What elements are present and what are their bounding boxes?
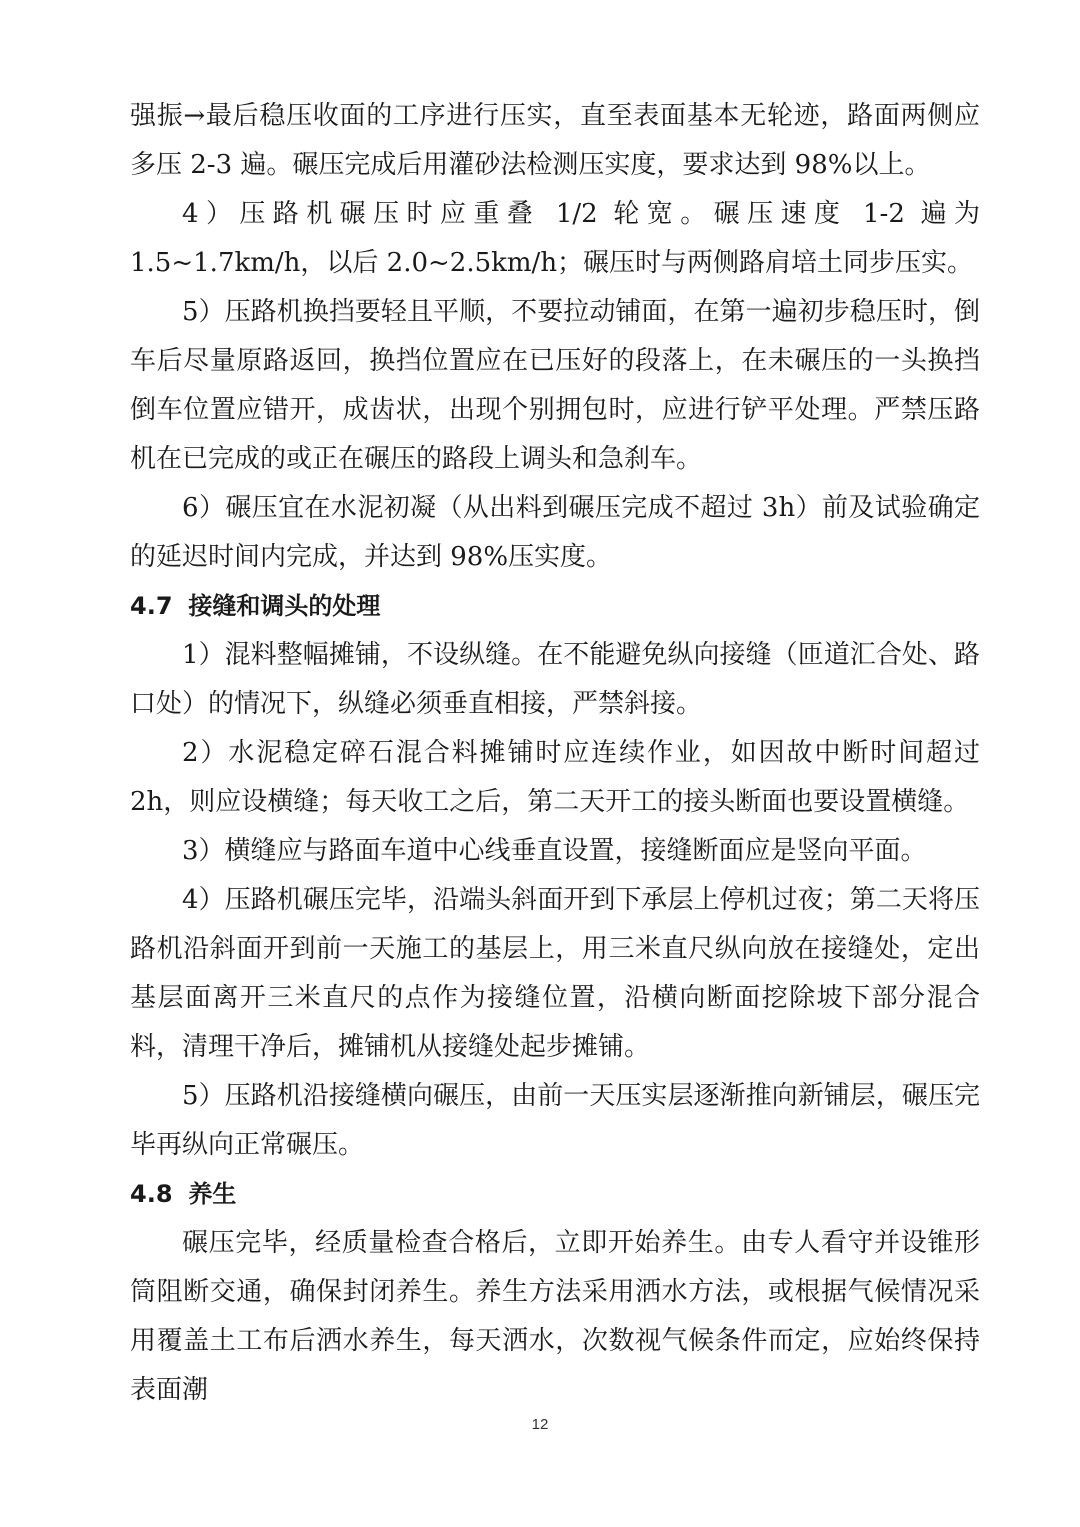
section-heading-4-8 <box>130 1170 980 1219</box>
paragraph-item: 碾压完毕，经质量检查合格后，立即开始养生。由专人看守并设锥形筒阻断交通，确保封闭养生。养生方法采用洒水方法，或根据气候情况采用覆盖土工布后洒水养生，每天洒水，次数视气候条件而定，应始终保持表面潮 <box>130 1228 980 1405</box>
paragraph-item: 5）压路机沿接缝横向碾压，由前一天压实层逐渐推向新铺层，碾压完毕再纵向正常碾压。 <box>130 1081 980 1160</box>
paragraph-item: 2）水泥稳定碎石混合料摊铺时应连续作业，如因故中断时间超过 2h，则应设横缝；每天收工之后，第二天开工的接头断面也要设置横缝。 <box>130 738 980 817</box>
paragraph-item: 3）横缝应与路面车道中心线垂直设置，接缝断面应是竖向平面。 <box>182 836 927 866</box>
paragraph-item-4: 4）压路机碾压时应重叠 1/2 轮宽。碾压速度 1-2 遍为 1.5~1.7km/h，以后 2.0~2.5km/h；碾压时与两侧路肩培土同步压实。 <box>130 199 980 278</box>
paragraph-item: 4）压路机碾压完毕，沿端头斜面开到下承层上停机过夜；第二天将压路机沿斜面开到前一天施工的基层上，用三米直尺纵向放在接缝处，定出基层面离开三米直尺的点作为接缝位置，沿横向断面挖除坡下部分混合料，清理干净后，摊铺机从接缝处起步摊铺。 <box>130 885 980 1062</box>
page-number: 12 <box>531 1416 549 1433</box>
page-content <box>130 92 980 1415</box>
section-number: 4.8 <box>130 1180 173 1208</box>
section-heading-4-7 <box>130 582 980 631</box>
paragraph-item: 1）混料整幅摊铺，不设纵缝。在不能避免纵向接缝（匝道汇合处、路口处）的情况下，纵缝必须垂直相接，严禁斜接。 <box>130 640 980 719</box>
paragraph-item-6: 6）碾压宜在水泥初凝（从出料到碾压完成不超过 3h）前及试验确定的延迟时间内完成，并达到 98%压实度。 <box>130 493 980 572</box>
section-title: 接缝和调头的处理 <box>188 592 381 620</box>
paragraph-item-5: 5）压路机换挡要轻且平顺，不要拉动铺面，在第一遍初步稳压时，倒车后尽量原路返回，换挡位置应在已压好的段落上，在未碾压的一头换挡倒车位置应错开，成齿状，出现个别拥包时，应进行铲平处理。严禁压路机在已完成的或正在碾压的路段上调头和急刹车。 <box>130 297 980 474</box>
paragraph-continuation: 强振→最后稳压收面的工序进行压实，直至表面基本无轮迹，路面两侧应多压 2-3 遍。碾压完成后用灌砂法检测压实度，要求达到 98%以上。 <box>130 101 980 180</box>
section-title: 养生 <box>188 1180 237 1208</box>
section-number: 4.7 <box>130 592 173 620</box>
